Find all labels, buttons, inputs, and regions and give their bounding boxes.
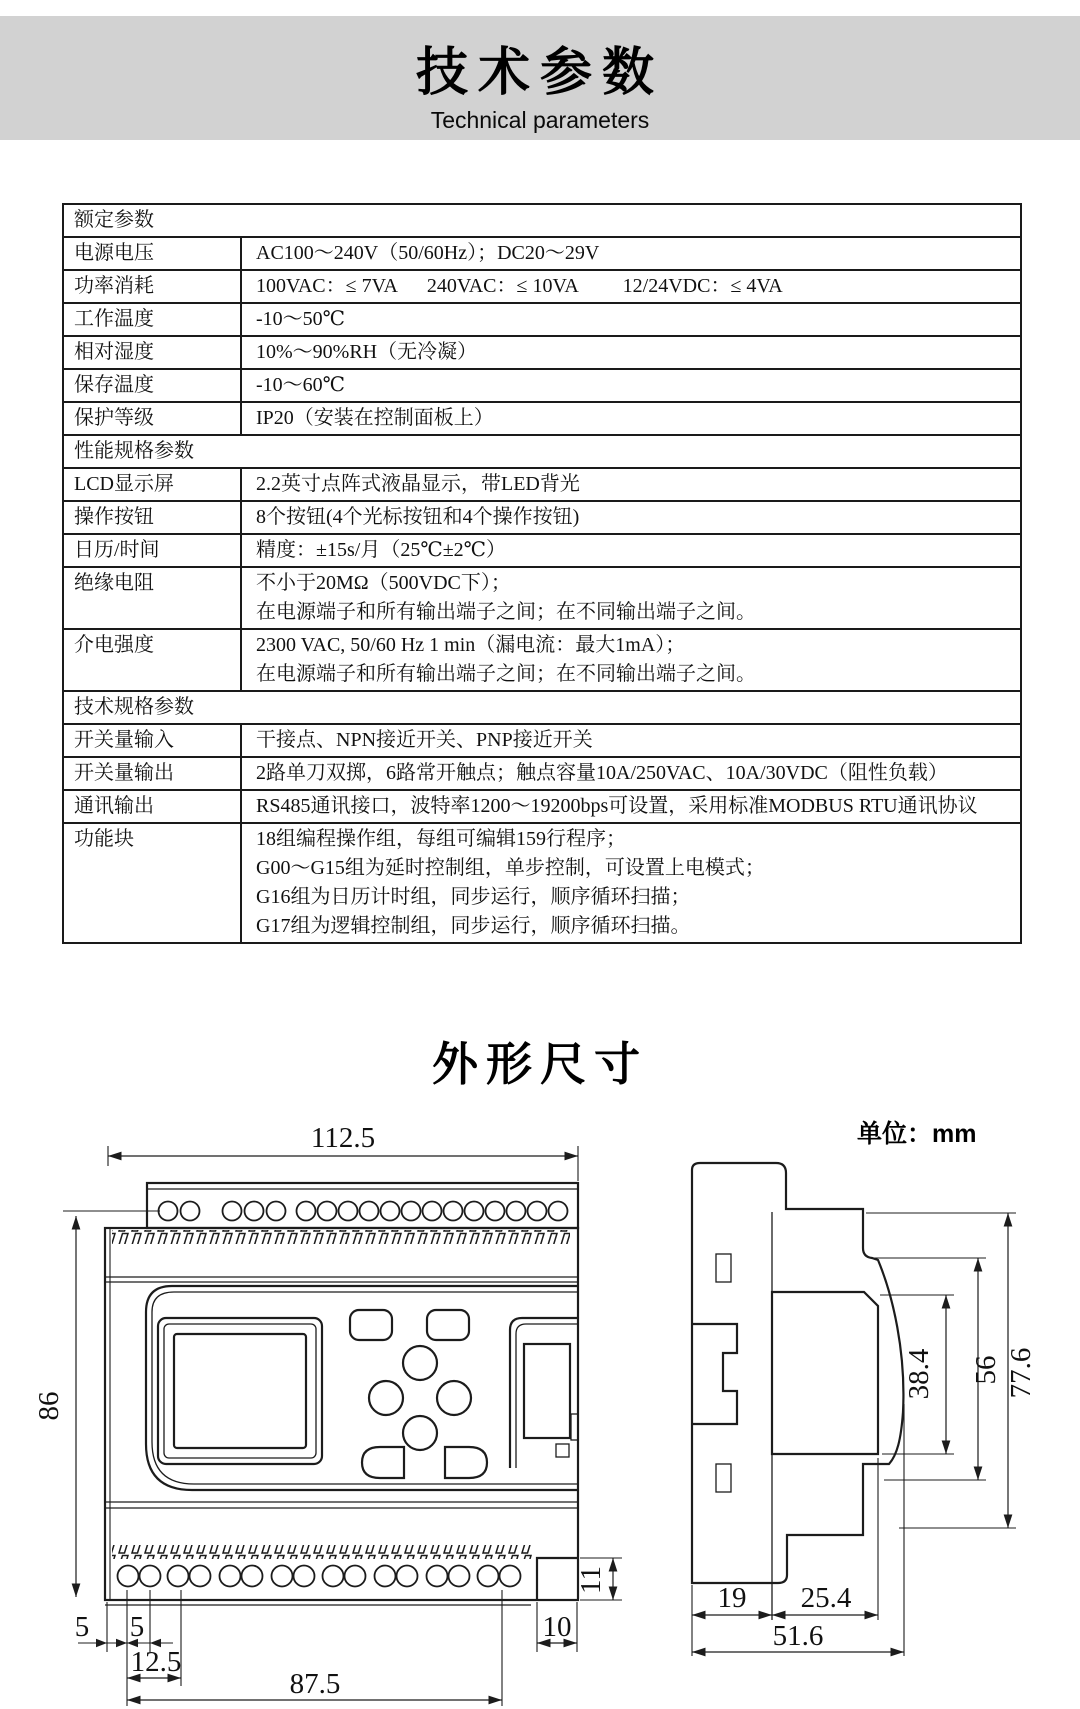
terminal-hole — [381, 1202, 400, 1221]
terminal-hole — [272, 1566, 293, 1587]
unit-label: 单位：mm — [857, 1120, 977, 1148]
cursor-button-left — [369, 1381, 403, 1415]
outline-title: 外形尺寸 — [432, 1038, 648, 1090]
spec-value: 不小于20MΩ（500VDC下）； 在电源端子和所有输出端子之间；在不同输出端子之间。 — [256, 572, 756, 623]
dim-label-112-5: 112.5 — [310, 1122, 376, 1154]
terminal-hole — [375, 1566, 396, 1587]
terminal-hole — [339, 1202, 358, 1221]
dim-label-51-6: 51.6 — [772, 1620, 824, 1652]
spec-value: 8个按钮(4个光标按钮和4个操作按钮) — [256, 506, 580, 528]
cursor-button-up — [403, 1346, 437, 1380]
terminal-hole — [507, 1202, 526, 1221]
spec-value: -10～60℃ — [256, 374, 346, 396]
spec-section-header: 性能规格参数 — [64, 434, 1020, 467]
front-view-dimensions — [33, 1122, 622, 1706]
spec-value: 100VAC：≤ 7VA 240VAC：≤ 10VA 12/24VDC：≤ 4VA — [256, 275, 783, 297]
dim-label-87-5: 87.5 — [289, 1668, 341, 1700]
terminal-hole — [427, 1566, 448, 1587]
terminal-hole — [402, 1202, 421, 1221]
side-view-dimensions — [692, 1213, 1037, 1656]
terminal-hole — [478, 1566, 499, 1587]
front-top-terminal-cover — [147, 1183, 578, 1228]
dim-label-19: 19 — [717, 1582, 747, 1614]
front-top-vent-teeth — [112, 1230, 570, 1244]
spec-value: 2路单刀双掷，6路常开触点；触点容量10A/250VAC、10A/30VDC（阻性负载） — [256, 762, 948, 784]
spec-label: 日历/时间 — [64, 535, 242, 566]
spec-label: LCD显示屏 — [64, 469, 242, 500]
spec-label: 功率消耗 — [64, 271, 242, 302]
terminal-hole — [267, 1202, 286, 1221]
operation-button — [445, 1447, 487, 1478]
side-front-bezel — [772, 1292, 878, 1454]
keypad — [350, 1310, 487, 1478]
expansion-connector — [510, 1318, 578, 1468]
spec-value: -10～50℃ — [256, 308, 346, 330]
front-bottom-vent-teeth — [112, 1545, 532, 1559]
spec-label: 功能块 — [64, 824, 242, 942]
terminal-hole — [318, 1202, 337, 1221]
dim-label-77-6: 77.6 — [1005, 1347, 1037, 1399]
dim-label-38-4: 38.4 — [903, 1348, 935, 1400]
terminal-hole — [486, 1202, 505, 1221]
spec-value: 2300 VAC, 50/60 Hz 1 min（漏电流：最大1mA）； 在电源端子和所有输出端子之间；在不同输出端子之间。 — [256, 634, 756, 685]
terminal-hole — [223, 1202, 242, 1221]
dim-label-5a: 5 — [74, 1611, 90, 1643]
terminal-hole — [190, 1566, 211, 1587]
terminal-hole — [423, 1202, 442, 1221]
front-top-terminal-holes — [159, 1202, 568, 1221]
terminal-hole — [549, 1202, 568, 1221]
front-bottom-terminal-holes — [118, 1566, 521, 1587]
dim-label-10: 10 — [542, 1611, 572, 1643]
lcd-screen — [158, 1318, 322, 1464]
terminal-hole — [397, 1566, 418, 1587]
terminal-hole — [294, 1566, 315, 1587]
terminal-hole — [500, 1566, 521, 1587]
terminal-hole — [220, 1566, 241, 1587]
spec-value: 2.2英寸点阵式液晶显示，带LED背光 — [256, 473, 580, 495]
cursor-button-right — [437, 1381, 471, 1415]
terminal-hole — [465, 1202, 484, 1221]
terminal-hole — [449, 1566, 470, 1587]
terminal-hole — [181, 1202, 200, 1221]
din-rail-clip — [692, 1324, 737, 1424]
spec-label: 介电强度 — [64, 630, 242, 690]
terminal-hole — [242, 1566, 263, 1587]
spec-label: 绝缘电阻 — [64, 568, 242, 628]
terminal-hole — [245, 1202, 264, 1221]
dim-label-12-5: 12.5 — [130, 1646, 182, 1678]
spec-value: 10%～90%RH（无冷凝） — [256, 341, 478, 363]
operation-button — [350, 1310, 392, 1340]
spec-value: RS485通讯接口，波特率1200～19200bps可设置，采用标准MODBUS RTU通讯协议 — [256, 795, 978, 817]
operation-button — [362, 1447, 404, 1478]
terminal-hole — [140, 1566, 161, 1587]
spec-label: 通讯输出 — [64, 791, 242, 822]
spec-value: 18组编程操作组，每组可编辑159行程序； G00～G15组为延时控制组，单步控制，可设置上电模式； G16组为日历计时组，同步运行，顺序循环扫描； G17组为逻辑控制组，同步运行，顺序循环扫描。 — [256, 828, 765, 937]
spec-section-header: 额定参数 — [74, 209, 154, 231]
spec-label: 保存温度 — [64, 370, 242, 401]
terminal-hole — [168, 1566, 189, 1587]
terminal-hole — [528, 1202, 547, 1221]
spec-value: AC100～240V（50/60Hz）；DC20～29V — [256, 242, 600, 264]
side-view-drawing — [692, 1163, 903, 1620]
terminal-hole — [345, 1566, 366, 1587]
page-title: 技术参数 — [415, 44, 664, 102]
spec-value: 精度：±15s/月（25℃±2℃） — [256, 539, 507, 561]
front-view-drawing — [105, 1183, 578, 1605]
spec-label: 开关量输入 — [64, 725, 242, 756]
spec-label: 操作按钮 — [64, 502, 242, 533]
terminal-hole — [360, 1202, 379, 1221]
page-subtitle: Technical parameters — [430, 107, 650, 133]
terminal-hole — [323, 1566, 344, 1587]
front-body-outline — [105, 1228, 578, 1600]
spec-label: 工作温度 — [64, 304, 242, 335]
dim-label-5b: 5 — [129, 1611, 145, 1643]
dim-label-11: 11 — [575, 1566, 607, 1594]
spec-label: 保护等级 — [64, 403, 242, 434]
terminal-hole — [444, 1202, 463, 1221]
spec-value: 干接点、NPN接近开关、PNP接近开关 — [256, 729, 593, 751]
spec-label: 相对湿度 — [64, 337, 242, 368]
terminal-hole — [297, 1202, 316, 1221]
dim-label-25-4: 25.4 — [800, 1582, 852, 1614]
dim-label-56: 56 — [970, 1355, 1002, 1385]
terminal-hole — [118, 1566, 139, 1587]
terminal-hole — [159, 1202, 178, 1221]
front-bottom-step — [537, 1558, 578, 1600]
spec-section-header: 技术规格参数 — [64, 690, 1020, 723]
operation-button — [427, 1310, 469, 1340]
dim-label-86: 86 — [33, 1391, 65, 1421]
spec-value: IP20（安装在控制面板上） — [256, 407, 494, 429]
spec-label: 电源电压 — [64, 238, 242, 269]
spec-label: 开关量输出 — [64, 758, 242, 789]
cursor-button-down — [403, 1416, 437, 1450]
